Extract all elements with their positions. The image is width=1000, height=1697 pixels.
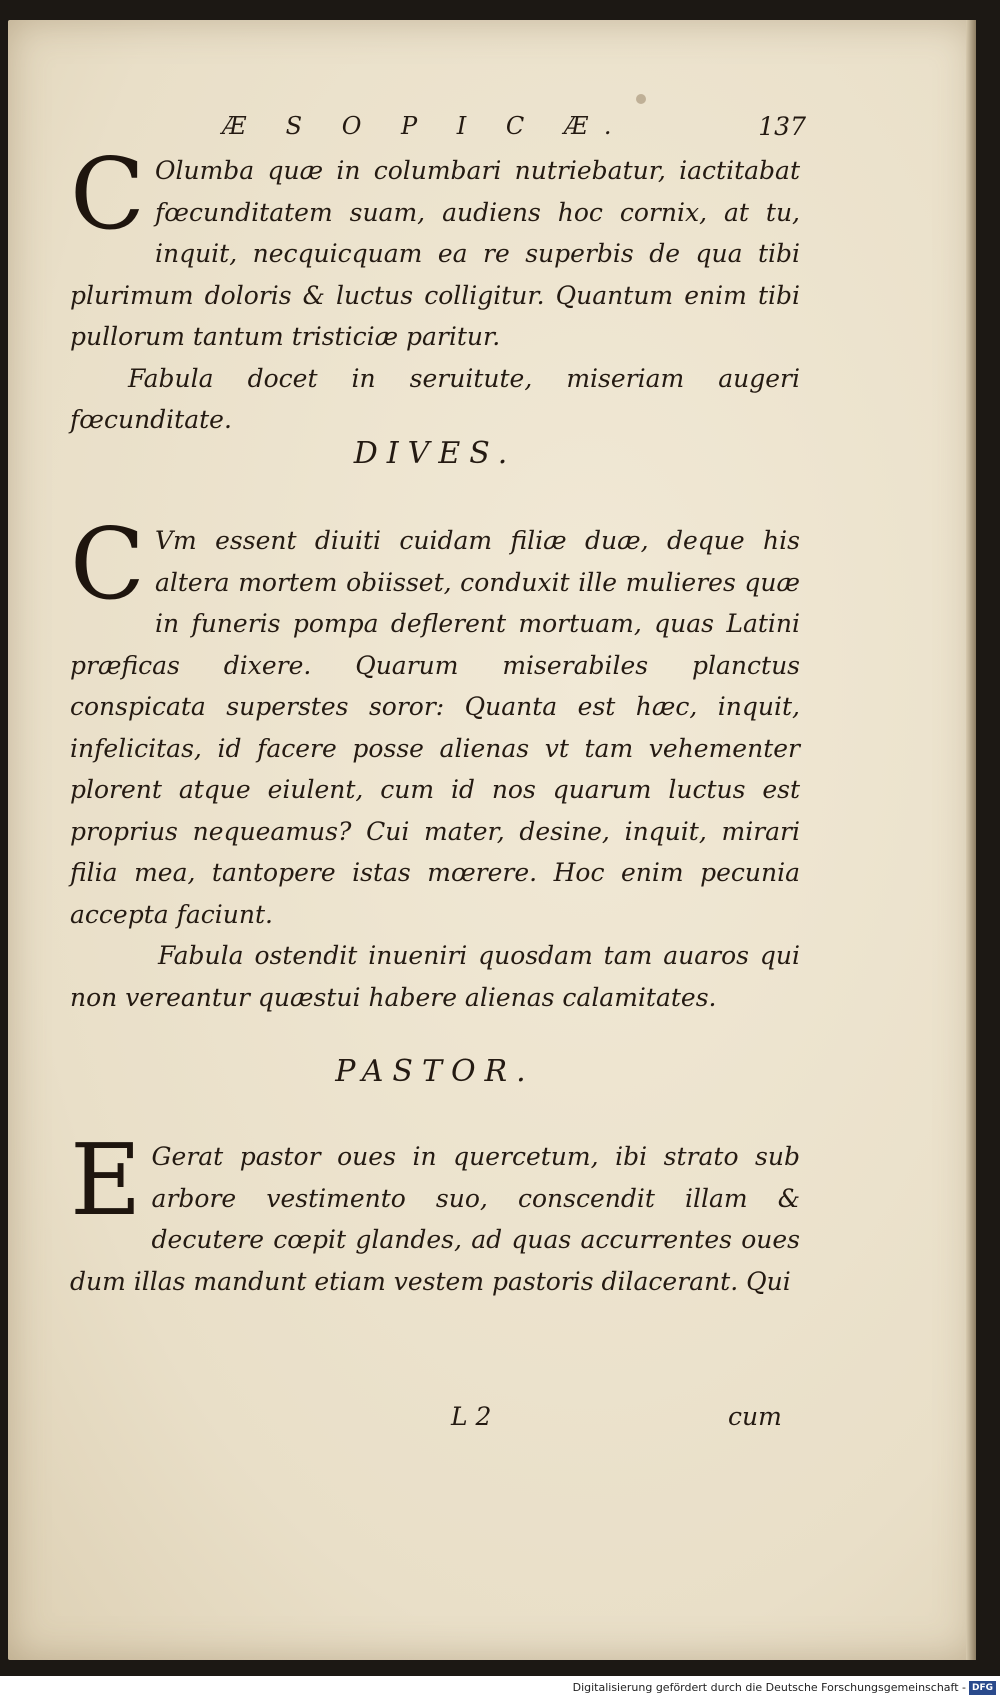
catchword: cum bbox=[728, 1402, 782, 1431]
signature-mark: L 2 bbox=[451, 1402, 492, 1431]
fable-title-dives: DIVES. bbox=[353, 436, 517, 471]
page-number: 137 bbox=[758, 112, 806, 141]
fable-dives bbox=[70, 508, 800, 1018]
drop-cap-initial: E bbox=[70, 1124, 142, 1238]
page-edge bbox=[966, 20, 976, 1660]
fable-body: Olumba quæ in columbari nutriebatur, iactitabat fœcunditatem suam, audiens hoc cornix, at tu, inquit, necquicquam ea re superbis de qua tibi plurimum doloris & luctus colligitur. Quantum enim tibi pullorum tantum tristiciæ paritur. bbox=[70, 156, 800, 351]
fable-pastor bbox=[70, 1124, 800, 1302]
fable-columba bbox=[70, 138, 800, 441]
fable-moral: Fabula ostendit inueniri quosdam tam auaros qui non vereantur quæstui habere alienas calamitates. bbox=[70, 941, 800, 1012]
digitization-footer bbox=[0, 1678, 1000, 1697]
footer-credit: Digitalisierung gefördert durch die Deutsche Forschungsgemeinschaft - bbox=[572, 1681, 966, 1694]
running-head: Æ S O P I C Æ. bbox=[222, 112, 628, 140]
paper-stain bbox=[636, 94, 646, 104]
drop-cap-initial: C bbox=[70, 138, 145, 252]
fable-body: Gerat pastor oues in quercetum, ibi strato sub arbore vestimento suo, conscendit illam & decutere cœpit glandes, ad quas accurrentes oues dum illas mandunt etiam vestem pastoris dilacerant. Qui bbox=[70, 1142, 800, 1296]
book-page bbox=[8, 20, 976, 1660]
fable-body: Vm essent diuiti cuidam filiæ duæ, deque his altera mortem obiisset, conduxit ille mulieres quæ in funeris pompa deflerent mortuam, quas Latini præficas dixere. Quarum miserabiles planctus conspicata superstes soror: Quanta est hæc, inquit, infelicitas, id facere posse alienas vt tam vehementer plorent atque eiulent, cum id nos quarum luctus est proprius nequeamus? Cui mater, desine, inquit, mirari filia mea, tantopere istas mœrere. Hoc enim pecunia accepta faciunt. bbox=[70, 526, 800, 929]
drop-cap-initial: C bbox=[70, 508, 145, 622]
fable-title-pastor: PASTOR. bbox=[335, 1054, 535, 1089]
fable-moral: Fabula docet in seruitute, miseriam augeri fœcunditate. bbox=[70, 363, 800, 434]
dfg-logo-icon[interactable]: DFG bbox=[969, 1681, 996, 1695]
page-header bbox=[222, 112, 806, 152]
